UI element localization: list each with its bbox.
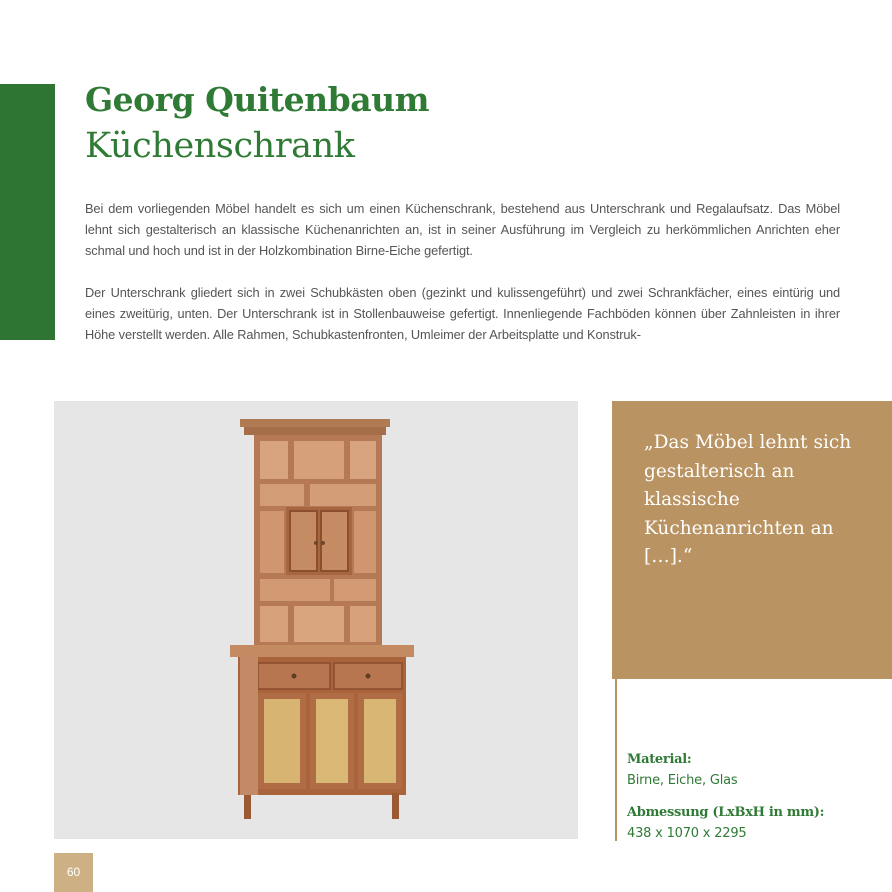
furniture-photo — [54, 401, 578, 839]
page-number: 60 — [66, 865, 81, 879]
body-paragraph-1: Bei dem vorliegenden Möbel handelt es sich um einen Küchenschrank, bestehend aus Unterschrank und Regalaufsatz. Das Möbel lehnt sich gestalterisch an klassische Küchenanrichten an, ist in seiner Ausführung im Vergleich zu herkömmlichen Anrichten eher schmal und hoch und ist in der Holzkombination Birne-Eiche gefertigt. — [85, 201, 840, 258]
dimensions-label: Abmessung (LxBxH in mm): — [627, 805, 825, 820]
green-accent-bar — [0, 84, 55, 340]
kitchen-cabinet-illustration — [54, 401, 578, 839]
dimensions-value: 438 x 1070 x 2295 — [627, 826, 747, 841]
pull-quote-box — [612, 401, 892, 679]
page-title: Küchenschrank — [85, 126, 355, 166]
author-name: Georg Quitenbaum — [85, 80, 430, 119]
quote-divider-line — [615, 679, 617, 841]
material-value: Birne, Eiche, Glas — [627, 773, 738, 788]
body-paragraph-2: Der Unterschrank gliedert sich in zwei Schubkästen oben (gezinkt und kulissengeführt) und zwei Schrankfächer, eines eintürig und eines zweitürig, unten. Der Unterschrank ist in Stollenbauweise gefertigt. Innenliegende Fachböden können über Zahnleisten in ihrer Höhe verstellt werden. Alle Rahmen, Schubkastenfronten, Umleimer der Arbeitsplatte und Konstruk- — [85, 285, 840, 342]
material-label: Material: — [627, 752, 692, 767]
pull-quote: „Das Möbel lehnt sich gestalterisch an klassische Küchenanrichten an […].“ — [644, 432, 852, 567]
page-number-box — [54, 853, 93, 892]
